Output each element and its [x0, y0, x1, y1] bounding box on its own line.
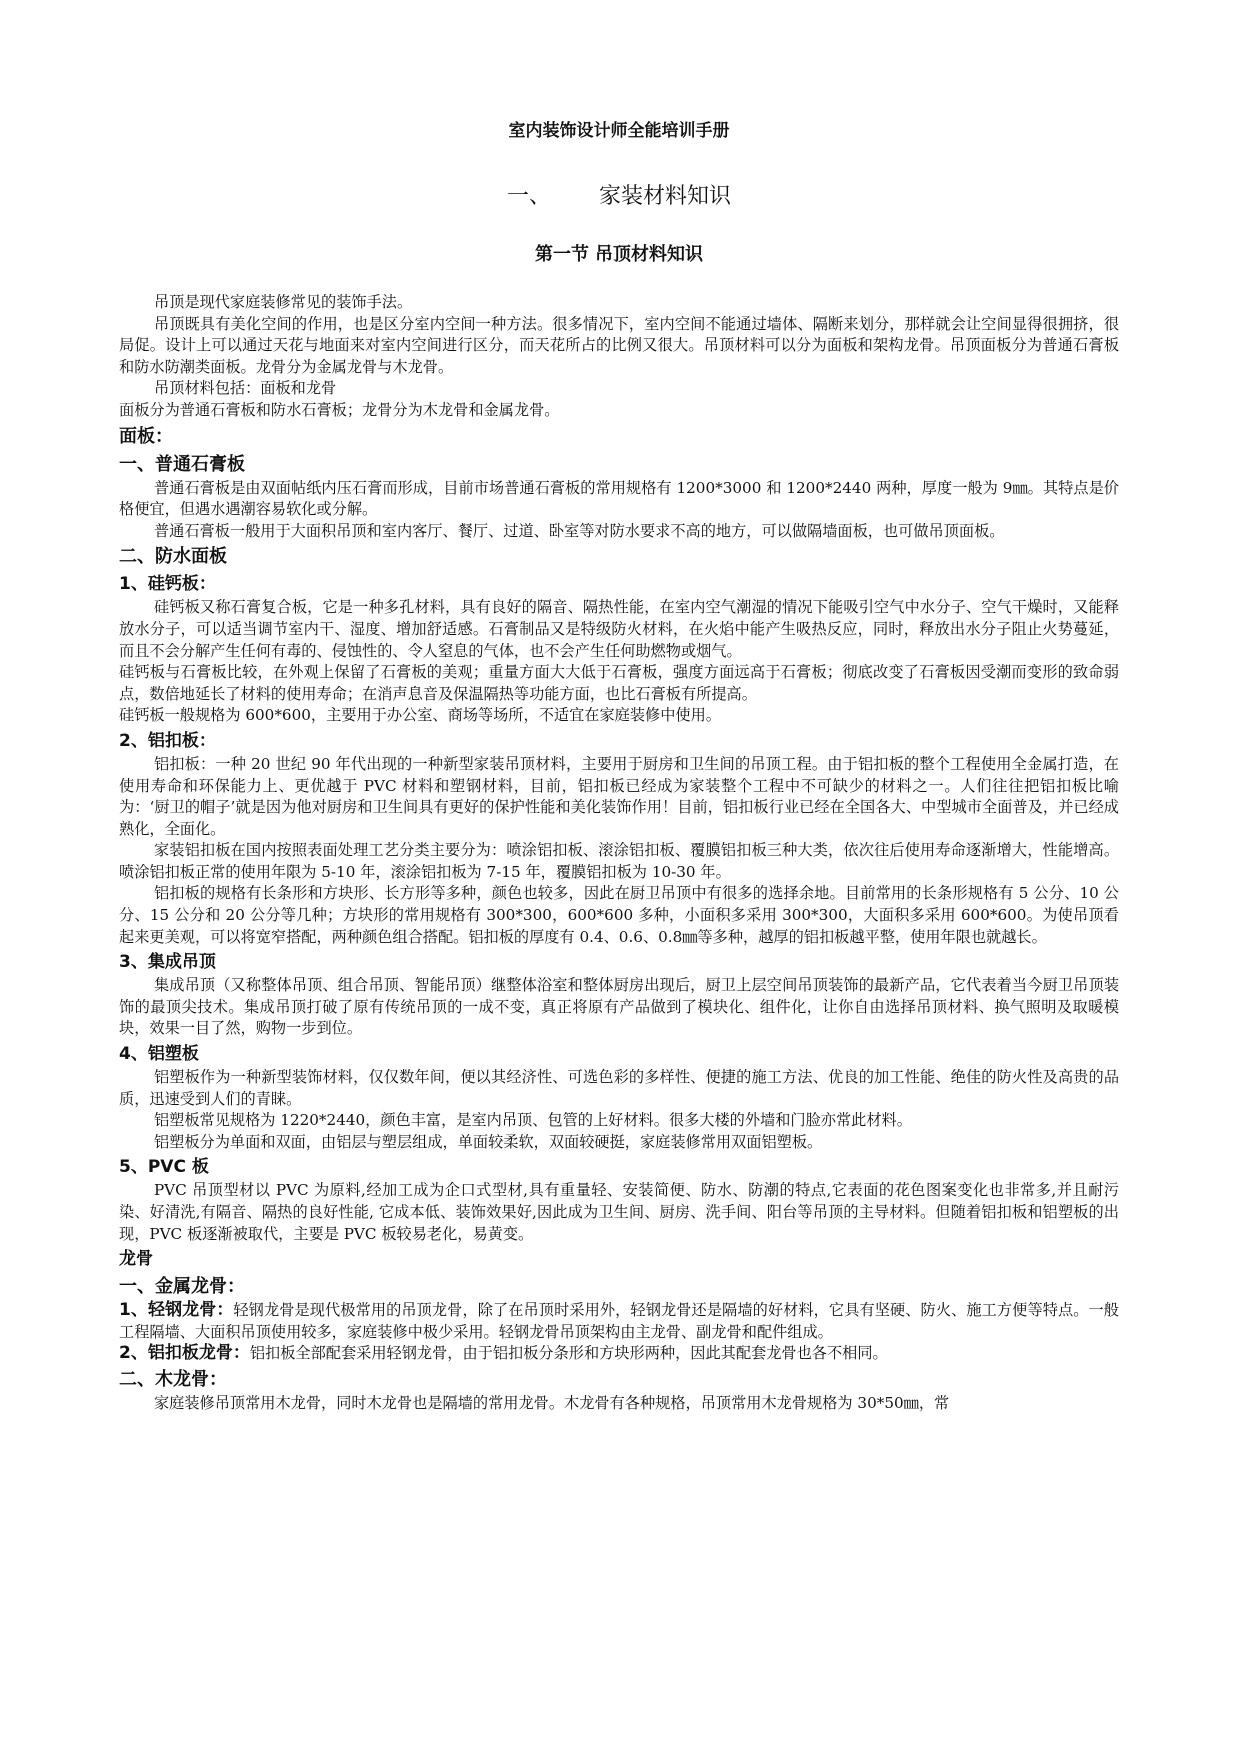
paragraph-light-steel-keel	[119, 1300, 1119, 1343]
paragraph: 吊顶是现代家庭装修常见的装饰手法。	[153, 293, 413, 311]
paragraph: 面板分为普通石膏板和防水石膏板；龙骨分为木龙骨和金属龙骨。	[119, 400, 560, 419]
inline-heading: 2、铝扣板龙骨：	[119, 1343, 250, 1364]
section-number: 第一节	[535, 244, 589, 265]
heading-pvc-board: 5、PVC 板	[119, 1157, 209, 1178]
paragraph-text: 轻钢龙骨是现代极常用的吊顶龙骨，除了在吊顶时采用外，轻钢龙骨还是隔墙的好材料，它具有坚硬、防火、施工方便等特点。一般工程隔墙、大面积吊顶使用较多，家庭装修中极少采用。轻钢龙骨吊顶架构由主龙骨、副龙骨和配件组成。	[119, 1301, 1119, 1341]
heading-wood-keel: 二、木龙骨：	[119, 1368, 227, 1390]
paragraph: 硅钙板又称石膏复合板，它是一种多孔材料，具有良好的隔音、隔热性能，在室内空气潮湿的情况下能吸引空气中水分子、空气干燥时，又能释放水分子，可以适当调节室内干、湿度、增加舒适感。石膏制品又是特级防火材料，在火焰中能产生吸热反应，同时，释放出水分子阻止火势蔓延，而且不会分解产生任何有毒的、侵蚀性的、令人窒息的气体，也不会产生任何助燃物或烟气。	[119, 598, 1119, 660]
paragraph: 硅钙板一般规格为 600*600，主要用于办公室、商场等场所，不适宜在家庭装修中使用。	[119, 706, 721, 725]
chapter-heading	[119, 179, 1119, 210]
paragraph: 铝扣板的规格有长条形和方块形、长方形等多种，颜色也较多，因此在厨卫吊顶中有很多的选择余地。目前常用的长条形规格有 5 公分、10 公分、15 公分和 20 公分等几种；方块形的常用规格有 300*300，600*600 多种，小面积多采用 300*300，大面积多采用 600*600。为使吊顶看起来更美观，可以将宽窄搭配，两种颜色组合搭配。铝扣板的厚度有 0.4、0.6、0.8㎜等多种，越厚的铝扣板越平整，使用年限也就越长。	[119, 884, 1119, 946]
chapter-number: 一、	[506, 184, 551, 209]
document-title: 室内装饰设计师全能培训手册	[508, 121, 730, 141]
heading-aluminum-gusset: 2、铝扣板：	[119, 730, 216, 751]
paragraph: 硅钙板与石膏板比较，在外观上保留了石膏板的美观；重量方面大大低于石膏板，强度方面远高于石膏板；彻底改变了石膏板因受潮而变形的致命弱点，数倍地延长了材料的使用寿命；在消声息音及保温隔热等功能方面，也比石膏板有所提高。	[119, 663, 1119, 703]
paragraph: 普通石膏板一般用于大面积吊顶和室内客厅、餐厅、过道、卧室等对防水要求不高的地方，可以做隔墙面板，也可做吊顶面板。	[153, 521, 1005, 540]
paragraph-gusset-keel	[119, 1343, 1119, 1365]
chapter-title: 家装材料知识	[598, 184, 731, 209]
section-title: 吊顶材料知识	[595, 244, 703, 265]
paragraph: 家庭装修吊顶常用木龙骨，同时木龙骨也是隔墙的常用龙骨。木龙骨有各种规格，吊顶常用木龙骨规格为 30*50㎜，常	[153, 1393, 950, 1412]
paragraph: 家装铝扣板在国内按照表面处理工艺分类主要分为：喷涂铝扣板、滚涂铝扣板、覆膜铝扣板三种大类，依次往后使用寿命逐渐增大，性能增高。喷涂铝扣板正常的使用年限为 5-10 年，滚涂铝扣板为 7-15 年，覆膜铝扣板为 10-30 年。	[119, 841, 1119, 881]
paragraph: 吊顶既具有美化空间的作用，也是区分室内空间一种方法。很多情况下，室内空间不能通过墙体、隔断来划分，那样就会让空间显得很拥挤，很局促。设计上可以通过天花与地面来对室内空间进行区分，而天花所占的比例又很大。吊顶材料可以分为面板和架构龙骨。吊顶面板分为普通石膏板和防水防潮类面板。龙骨分为金属龙骨与木龙骨。	[119, 314, 1119, 376]
paragraph: PVC 吊顶型材以 PVC 为原料,经加工成为企口式型材,具有重量轻、安装简便、防水、防潮的特点,它表面的花色图案变化也非常多,并且耐污染、好清洗,有隔音、隔热的良好性能, 它成本低、装饰效果好,因此成为卫生间、厨房、洗手间、阳台等吊顶的主导材料。但随着铝扣板和铝塑板的出现，PVC 板逐渐被取代，主要是 PVC 板较易老化，易黄变。	[119, 1181, 1119, 1243]
inline-heading: 1、轻钢龙骨：	[119, 1300, 234, 1321]
heading-metal-keel: 一、金属龙骨：	[119, 1276, 245, 1298]
paragraph: 铝塑板分为单面和双面，由铝层与塑层组成，单面较柔软，双面较硬挺，家庭装修常用双面铝塑板。	[153, 1132, 823, 1151]
paragraph: 铝塑板常见规格为 1220*2440，颜色丰富，是室内吊顶、包管的上好材料。很多大楼的外墙和门脸亦常此材料。	[153, 1111, 912, 1130]
paragraph-text: 铝扣板全部配套采用轻钢龙骨，由于铝扣板分条形和方块形两种，因此其配套龙骨也各不相同。	[249, 1344, 888, 1363]
paragraph: 铝扣板：一种 20 世纪 90 年代出现的一种新型家装吊顶材料，主要用于厨房和卫生间的吊顶工程。由于铝扣板的整个工程使用全金属打造，在使用寿命和环保能力上、更优越于 PVC 材料和塑钢材料，目前，铝扣板已经成为家装整个工程中不可缺少的材料之一。人们往往把铝扣板比喻为：‘厨卫的帽子’就是因为他对厨房和卫生间具有更好的保护性能和美化装饰作用！目前，铝扣板行业已经在全国各大、中型城市全面普及，并已经成熟化，全面化。	[119, 754, 1119, 838]
paragraph: 集成吊顶（又称整体吊顶、组合吊顶、智能吊顶）继整体浴室和整体厨房出现后，厨卫上层空间吊顶装饰的最新产品，它代表着当今厨卫吊顶装饰的最顶尖技术。集成吊顶打破了原有传统吊顶的一成不变，真正将原有产品做到了模块化、组件化，让你自由选择吊顶材料、换气照明及取暖模块，效果一目了然，购物一步到位。	[119, 976, 1119, 1038]
paragraph: 普通石膏板是由双面帖纸内压石膏而形成，目前市场普通石膏板的常用规格有 1200*3000 和 1200*2440 两种，厚度一般为 9㎜。其特点是价格便宜，但遇水遇潮容易软化或分解。	[119, 478, 1119, 519]
heading-panels: 面板：	[119, 425, 173, 447]
section-heading	[119, 240, 1119, 266]
heading-calcium-silicate-board: 1、硅钙板：	[119, 574, 216, 595]
heading-keel: 龙骨	[119, 1249, 153, 1270]
heading-waterproof-panels: 二、防水面板	[119, 546, 227, 568]
paragraph: 铝塑板作为一种新型装饰材料，仅仅数年间，便以其经济性、可选色彩的多样性、便捷的施工方法、优良的加工性能、绝佳的防火性及高贵的品质，迅速受到人们的青睐。	[119, 1068, 1119, 1108]
heading-integrated-ceiling: 3、集成吊顶	[119, 952, 216, 973]
heading-gypsum-board: 一、普通石膏板	[119, 453, 245, 475]
paragraph: 吊顶材料包括：面板和龙骨	[153, 379, 337, 398]
heading-aluminum-plastic-panel: 4、铝塑板	[119, 1044, 199, 1065]
